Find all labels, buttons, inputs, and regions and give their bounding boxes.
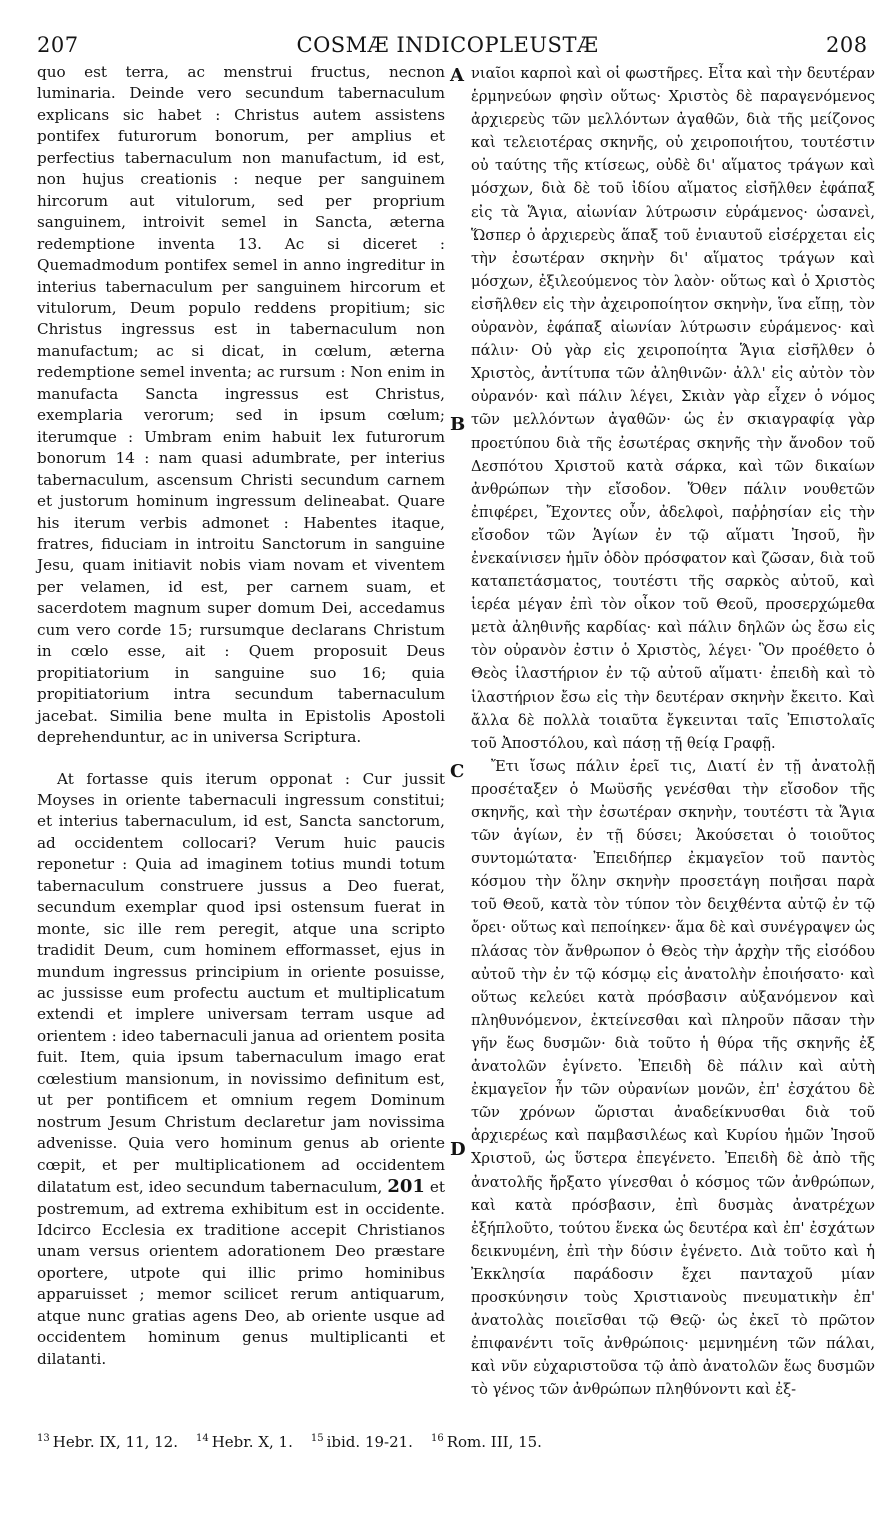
footnote-number: 13 [37, 1433, 50, 1444]
greek-paragraph-1: νιαῖοι καρποὶ καὶ οἱ φωστῆρες. Εἶτα καὶ τὴν δευτέραν ἑρμηνεύων φησὶν οὕτως· Χριστὸς δὲ παραγενόμενος ἀρχιερεὺς τῶν μελλόντων ἀγαθῶν, διὰ τῆς μείζονος καὶ τελειοτέρας σκηνῆς, οὐ χειροποιήτου, τουτέστιν οὐ ταύτης τῆς κτίσεως, οὐδὲ δι' αἵματος τράγων καὶ μόσχων, διὰ δὲ τοῦ ἰδίου αἵματος εἰσῆλθεν ἐφάπαξ εἰς τὰ Ἅγια, αἰωνίαν λύτρωσιν εὑράμενος· ὡσανεὶ, Ὥσπερ ὁ ἀρχιερεὺς ἅπαξ τοῦ ἐνιαυτοῦ εἰσέρχεται εἰς τὴν ἐσωτέραν σκηνὴν δι' αἵματος τράγων καὶ μόσχων, ἐξιλεούμενος τὸν λαὸν· οὕτως καὶ ὁ Χριστὸς εἰσῆλθεν εἰς τὴν ἀχειροποίητον σκηνὴν, ἵνα εἴπῃ, τὸν οὐρανὸν, ἐφάπαξ αἰωνίαν λύτρωσιν εὑράμενος· καὶ πάλιν· Οὐ γὰρ εἰς χειροποίητα Ἅγια εἰσῆλθεν ὁ Χριστὸς, ἀντίτυπα τῶν ἀληθινῶν· ἀλλ' εἰς αὐτὸν τὸν οὐρανόν· καὶ πάλιν λέγει, Σκιὰν γὰρ εἶχεν ὁ νόμος τῶν μελλόντων ἀγαθῶν· ὡς ἐν σκιαγραφίᾳ γὰρ προετύπου διὰ τῆς ἐσωτέρας σκηνῆς τὴν ἄνοδον τοῦ Δεσπότου Χριστοῦ κατὰ σάρκα, καὶ τῶν δικαίων ἀνθρώπων τὴν εἴσοδον. Ὅθεν πάλιν νουθετῶν ἐπιφέρει, Ἔχοντες οὖν, ἀδελφοὶ, παῤῥησίαν εἰς τὴν εἴσοδον τῶν Ἁγίων ἐν τῷ αἵματι Ἰησοῦ, ἣν ἐνεκαίνισεν ἡμῖν ὁδὸν πρόσφατον καὶ ζῶσαν, διὰ τοῦ καταπετάσματος, τουτέστι τῆς σαρκὸς αὐτοῦ, καὶ ἱερέα μέγαν ἐπὶ τὸν οἶκον τοῦ Θεοῦ, προσερχώμεθα μετὰ ἀληθινῆς καρδίας· καὶ πάλιν δηλῶν ὡς ἔσω εἰς τὸν οὐρανὸν ἐστιν ὁ Χριστὸς, λέγει· Ὃν προέθετο ὁ Θεὸς ἱλαστήριον ἐν τῷ αὐτοῦ αἵματι· ἐπειδὴ καὶ τὸ ἱλαστήριον ἔσω εἰς τὴν δευτέραν σκηνὴν ἔκειτο. Καὶ ἄλλα δὲ πολλὰ τοιαῦτα ἔγκεινται ταῖς Ἐπιστολαῖς τοῦ Ἀποστόλου, καὶ πάσῃ τῇ θείᾳ Γραφῇ. [471, 65, 875, 752]
footnote-text: Hebr. IX, 11, 12. [52, 1433, 178, 1451]
migne-column-number: 201 [387, 1176, 425, 1198]
page-number-left: 207 [37, 33, 79, 57]
latin-paragraph-2-end: et postremum, ad extrema exhibitum est in occidente. Idcirco Ecclesia ex traditione accepit Christianos unam versus orientem adorationem Deo præstare oportere, utpote qui illic primo hominibus apparuisset ; memor scilicet rerum antiquarum, atque nunc gratias agens Deo, ab oriente usque ad occidentem hominum genus multiplicanti et dilatanti. [37, 1178, 445, 1368]
footnote-number: 14 [195, 1433, 209, 1444]
greek-column [471, 62, 875, 1401]
page-number-right: 208 [826, 33, 868, 57]
section-marker-c: C [450, 761, 465, 782]
footnote-number: 16 [430, 1433, 444, 1444]
footnote [431, 1428, 542, 1453]
footnote-text: Rom. III, 15. [446, 1433, 542, 1451]
footnotes [37, 1428, 875, 1453]
greek-paragraph-2: Ἔτι ἴσως πάλιν ἐρεῖ τις, Διατί ἐν τῇ ἀνατολῇ προσέταξεν ὁ Μωϋσῆς γενέσθαι τὴν εἴσοδον τῆς σκηνῆς, καὶ τὴν ἐσωτέραν σκηνὴν, τουτέστι τὰ Ἅγια τῶν ἁγίων, ἐν τῇ δύσει; Ἀκούσεται ὁ τοιοῦτος συντομώτατα· Ἐπειδήπερ ἐκμαγεῖον τοῦ παντὸς κόσμου τὴν ὅλην σκηνὴν προσετάγη ποιῆσαι παρὰ τοῦ Θεοῦ, κατὰ τὸν τύπον τὸν δειχθέντα αὐτῷ ἐν τῷ ὄρει· οὕτως καὶ πεποίηκεν· ἅμα δὲ καὶ συνέγραψεν ὡς πλάσας τὸν ἄνθρωπον ὁ Θεὸς τὴν ἀρχὴν τῆς εἰσόδου αὐτοῦ τὴν ἐν τῷ κόσμῳ εἰς ἀνατολὴν ἐποιήσατο· καὶ οὕτως κελεύει κατὰ πρόσβασιν αὐξανόμενον καὶ πληθυνόμενον, ἐκτείνεσθαι καὶ πληροῦν πᾶσαν τὴν γῆν ἕως δυσμῶν· διὰ τοῦτο ἡ θύρα τῆς σκηνῆς ἐξ ἀνατολῶν ἐγίνετο. Ἐπειδὴ δὲ πάλιν καὶ αὐτὴ ἐκμαγεῖον ἦν τῶν οὐρανίων μονῶν, ἐπ' ἐσχάτου δὲ τῶν χρόνων ὥρισται ἀναδείκνυσθαι διὰ τοῦ ἀρχιερέως καὶ παμβασιλέως καὶ Κυρίου ἡμῶν Ἰησοῦ Χριστοῦ, ὡς ὕστερα ἐπεγένετο. Ἐπειδὴ δὲ ἀπὸ τῆς ἀνατολῆς ἤρξατο γίνεσθαι ὁ κόσμος τῶν ἀνθρώπων, καὶ κατὰ πρόσβασιν, ἐπὶ δυσμὰς ἀνατρέχων ἐξήπλοῦτο, τούτου ἕνεκα ὡς δευτέρα καὶ ἐπ' ἐσχάτων δεικνυμένη, ἐπὶ τὴν δύσιν ἐγένετο. Διὰ τοῦτο καὶ ἡ Ἐκκλησία παράδοσιν ἔχει πανταχοῦ μίαν προσκύνησιν τοὺς Χριστιανοὺς πνευματικὴν ἐπ' ἀνατολὰς ποιεῖσθαι τῷ Θεῷ· ὡς ἐκεῖ τὸ πρῶτον ἐπιφανέντι τοῖς ἀνθρώποις· μεμνημένη τῶν πάλαι, καὶ νῦν εὐχαριστοῦσα τῷ ἀπὸ ἀνατολῶν ἕως δυσμῶν τὸ γένος τῶν ἀνθρώπων πληθύνοντι καὶ ἐξ- [471, 757, 875, 1399]
footnote [196, 1428, 293, 1453]
footnote-number: 15 [310, 1433, 324, 1444]
latin-column [37, 62, 445, 1370]
section-marker-d: D [450, 1139, 466, 1160]
footnote [37, 1428, 178, 1453]
running-title: COSMÆ INDICOPLEUSTÆ [296, 33, 599, 57]
section-marker-b: B [450, 414, 466, 435]
latin-paragraph-2-start: At fortasse quis iterum opponat : Cur jussit Moyses in oriente tabernaculi ingressum constitui; et interius tabernaculum, id est, Sancta sanctorum, ad occidentem collocari? Verum huic paucis reponetur : Quia ad imaginem totius mundi totum tabernaculum construere jussus a Deo fuerat, secundum exemplar quod ipsi ostensum fuerat in monte, sic ille rem peregit, atque una scripto tradidit Deum, cum hominem efformasset, ejus in mundum ingressus principium in oriente posuisse, ac jussisse eum profectu auctum et multiplicatum extendi et implere universam terram usque ad orientem : ideo tabernaculi janua ad orientem posita fuit. Item, quia ipsum tabernaculum imago erat cœlestium mansionum, in novissimo definitum est, ut per pontificem et omnium regem Dominum nostrum Jesum Christum declaretur jam novissima advenisse. Quia vero hominum genus ab oriente cœpit, et per multiplicationem ad occidentem dilatatum est, ideo secundum tabernaculum, [37, 769, 445, 1197]
latin-paragraph-2 [37, 769, 445, 1371]
latin-paragraph-1: quo est terra, ac menstrui fructus, necnon luminaria. Deinde vero secundum tabernaculum explicans sic habet : Christus autem assistens pontifex futurorum bonorum, per amplius et perfectius tabernaculum non manufactum, id est, non hujus creationis : neque per sanguinem hircorum aut vitulorum, sed per proprium sanguinem, introivit semel in Sancta, æterna redemptione inventa 13. Ac si diceret : Quemadmodum pontifex semel in anno ingreditur in interius tabernaculum per sanguinem hircorum et vitulorum, Deum populo reddens propitium; sic Christus ingressus est in tabernaculum non manufactum; ac si dicat, in cœlum, æterna redemptione semel inventa; ac rursum : Non enim in manufacta Sancta ingressus est Christus, exemplaria verorum; sed in ipsum cœlum; iterumque : Umbram enim habuit lex futurorum bonorum 14 : nam quasi adumbrate, per interius tabernaculum, ascensum Christi secundum carnem et justorum hominum ingressum delineabat. Quare his iterum verbis admonet : Habentes itaque, fratres, fiduciam in introitu Sanctorum in sanguine Jesu, quam initiavit nobis viam novam et viventem per velamen, id est, per carnem suam, et sacerdotem magnum super domum Dei, accedamus cum vero corde 15; rursumque declarans Christum in cœlo esse, ait : Quem proposuit Deus propitiatorium in sanguine suo 16; quia propitiatorium intra secundum tabernaculum jacebat. Similia bene multa in Epistolis Apostoli deprehenduntur, ac in universa Scriptura. [37, 63, 445, 747]
section-marker-a: A [450, 65, 464, 86]
footnote-text: Hebr. X, 1. [211, 1433, 293, 1451]
footnote-text: ibid. 19-21. [326, 1433, 413, 1451]
footnote [311, 1428, 413, 1453]
